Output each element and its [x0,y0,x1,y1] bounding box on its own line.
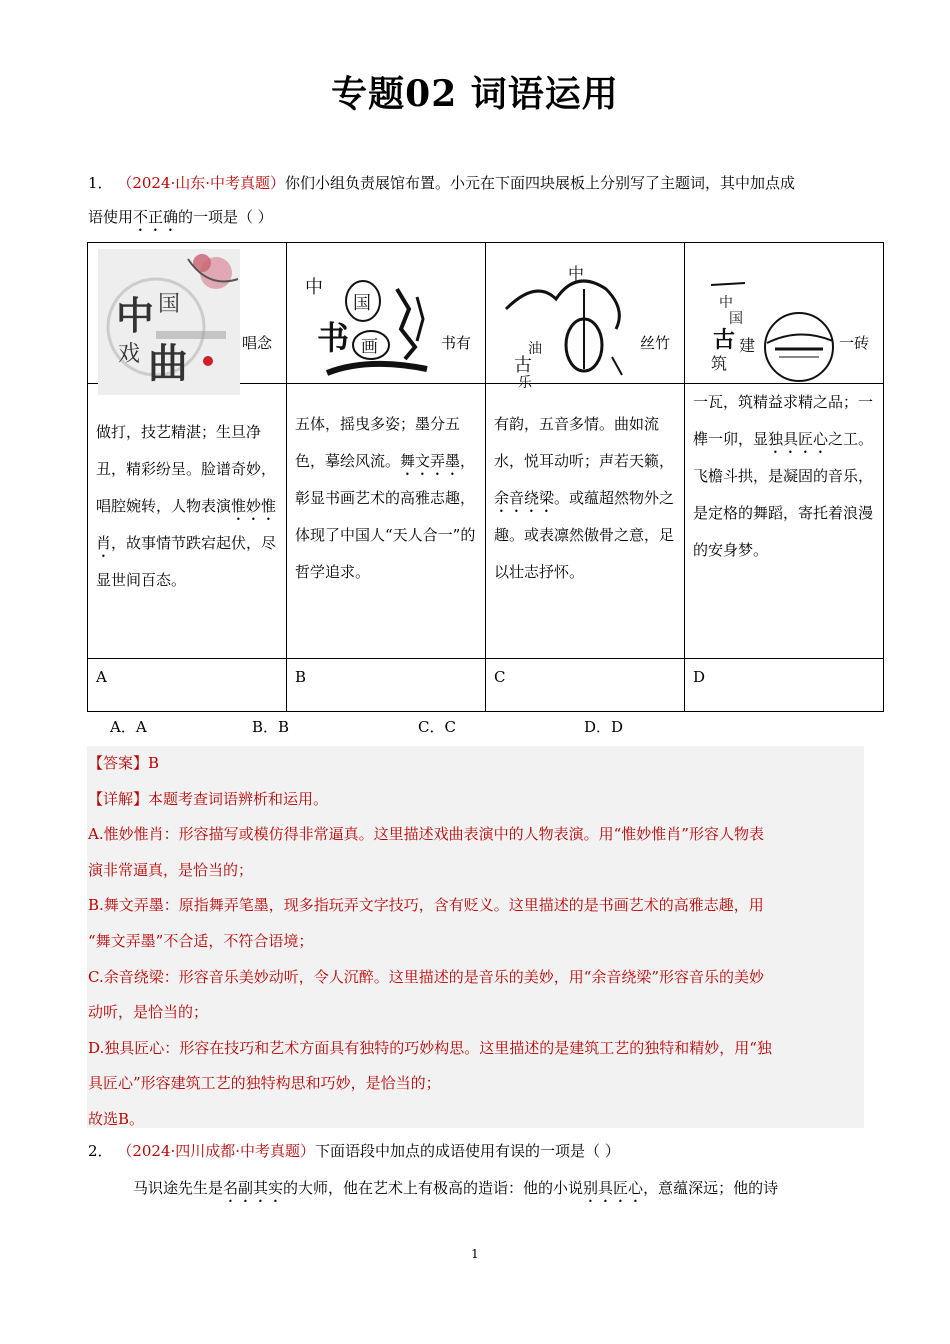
stem-emphasis: 不正确 [133,208,179,226]
panel-c-image-cell [486,243,685,389]
svg-text:筑: 筑 [711,354,728,373]
panel-a-text: 做打，技艺精湛；生旦净丑，精彩纷呈。脸谱奇妙，唱腔婉转，人物表演惟妙惟肖，故事情节跌宕起伏，尽显世间百态。 [88,384,287,659]
svg-text:古: 古 [514,355,532,376]
panel-d-text: 一瓦，筑精益求精之品；一榫一卯，显独具匠心之工。飞檐斗拱，是凝固的音乐，是定格的舞蹈，寄托着浪漫的安身梦。 [685,384,884,659]
panel-a-image-cell [88,243,287,387]
question-source: （2024·山东·中考真题） [117,174,286,192]
panel-d-label: D [685,658,884,711]
question-2-text: 下面语段中加点的成语使用有误的一项是（ ） [315,1142,620,1160]
page-number: 1 [471,1247,479,1261]
option-d[interactable]: D．D [584,718,624,736]
explanation-b-1: B.舞文弄墨：原指舞弄笔墨，现多指玩弄文字技巧，含有贬义。这里描述的是书画艺术的高雅志趣，用 [88,896,764,915]
stem-line-1: 你们小组负责展馆布置。小元在下面四块展板上分别写了主题词，其中加点成 [285,174,796,192]
question-2-number: 2． [88,1142,113,1160]
panel-d-image-cell [685,243,884,384]
panel-a-word: 唱念 [241,334,272,352]
svg-text:乐: 乐 [518,375,532,389]
svg-text:书: 书 [317,319,350,357]
option-b[interactable]: B．B [252,718,290,736]
panel-a-label: A [88,658,287,711]
svg-text:油: 油 [528,341,542,357]
svg-text:中: 中 [305,277,323,298]
detail-line: 【详解】本题考查词语辨析和运用。 [88,789,329,808]
svg-text:国: 国 [158,292,181,317]
idiom-yuyinraoliang: 余音绕梁 [494,489,555,508]
option-a[interactable]: A．A [110,718,147,736]
explanation-a-2: 演非常逼真，是恰当的； [88,860,254,879]
panel-b-text: 五体，摇曳多姿；墨分五色，摹绘风流。舞文弄墨，彰显书画艺术的高雅志趣，体现了中国人“天人合一”的哲学追求。 [287,384,486,659]
idiom-mingfuqishi: 名副其实 [223,1179,284,1197]
panel-d-word: 一砖 [838,334,869,352]
explanation-d-1: D.独具匠心：形容在技巧和艺术方面具有独特的巧妙构思。这里描述的是建筑工艺的独特和精妙，用“独 [88,1038,772,1057]
explanation-b-2: “舞文弄墨”不合适，不符合语境； [88,931,314,950]
panel-c-label: C [486,658,685,711]
exhibition-panels-table [87,242,884,712]
page-title: 专题02 词语运用 [331,73,619,115]
answer-line: 【答案】B [88,754,160,772]
panel-c-text: 有韵，五音多情。曲如流水，悦耳动听；声若天籁，余音绕梁。或蕴超然物外之趣。或表凛然傲骨之意，足以壮志抒怀。 [486,384,685,659]
idiom-wuwennongmo: 舞文弄墨 [400,452,461,471]
architecture-image [695,249,835,389]
answer-explanation [87,746,864,1128]
svg-text:建: 建 [739,336,756,355]
conclusion: 故选B。 [88,1109,145,1128]
svg-text:国: 国 [353,293,371,314]
question-2-passage: 马识途先生是名副其实的大师，他在艺术上有极高的造诣：他的小说别具匠心，意蕴深远；他的诗 [133,1179,779,1197]
svg-text:画: 画 [361,337,378,357]
svg-text:中: 中 [116,293,155,338]
explanation-c-1: C.余音绕梁：形容音乐美妙动听，令人沉醉。这里描述的是音乐的美妙，用“余音绕梁”形容音乐的美妙 [88,967,765,986]
svg-text:国: 国 [729,311,743,327]
idiom-biejujiangxin: 别具匠心 [583,1179,644,1197]
svg-text:古: 古 [713,327,736,353]
option-c[interactable]: C．C [418,718,456,736]
panel-b-label: B [287,658,486,711]
explanation-a-1: A.惟妙惟肖：形容描写或模仿得非常逼真。这里描述戏曲表演中的人物表演。用“惟妙惟肖”形容人物表 [88,825,764,844]
question-2-source: （2024·四川成都·中考真题） [117,1142,316,1160]
stem-line-2-end: 的一项是（ ） [178,208,273,226]
question-1-stem [88,166,864,235]
idiom-dujujiangxin: 独具匠心 [768,430,829,449]
svg-text:中: 中 [719,295,733,311]
svg-text:中: 中 [568,264,585,283]
panel-b-word: 书有 [440,334,471,352]
panel-b-image-cell [287,243,486,384]
explanation-d-2: 具匠心”形容建筑工艺的独特构思和巧妙，是恰当的； [88,1074,441,1093]
question-number: 1． [88,174,113,192]
stem-line-2: 语使用 [88,208,134,226]
idiom-weimiaoweixiao: 惟妙惟肖 [96,497,277,553]
svg-text:曲: 曲 [148,340,188,387]
opera-poster-image [98,249,240,395]
panel-c-word: 丝竹 [639,334,670,352]
instrument-image [496,249,636,389]
question-2-stem [88,1139,864,1163]
calligraphy-image [297,249,437,379]
explanation-c-2: 动听，是恰当的； [88,1003,209,1022]
svg-text:戏: 戏 [118,342,141,367]
